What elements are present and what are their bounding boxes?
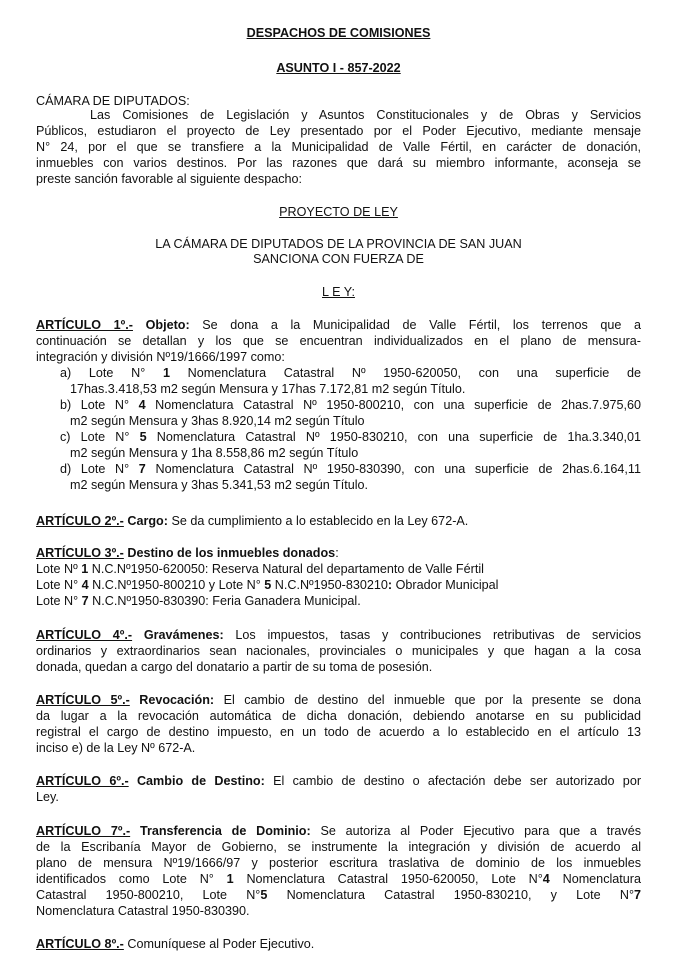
article-1-line: continuación se detallan y los que se encuentran individualizados en el plano de mensura- (36, 334, 641, 348)
intro-line: Las Comisiones de Legislación y Asuntos Constitucionales y de Obras y Servicios (90, 108, 641, 122)
article-5: ARTÍCULO 5º.- Revocación: El cambio de destino del inmueble que por la presente se dona (36, 693, 641, 707)
ley-heading: L E Y: (322, 285, 355, 299)
article-4-line: donada, quedan a cargo del donatario a partir de su toma de posesión. (36, 660, 433, 674)
article-5-line: registral el cargo de destino impuesto, en un todo de acuerdo a lo establecido en el artículo 13 (36, 725, 641, 739)
proyecto-line: LA CÁMARA DE DIPUTADOS DE LA PROVINCIA DE SAN JUAN (155, 237, 522, 251)
proyecto-line: SANCIONA CON FUERZA DE (253, 252, 424, 266)
lote-item-detail: m2 según Mensura y 3has 5.341,53 m2 según Título. (70, 478, 369, 492)
intro-line: Públicos, estudiaron el proyecto de Ley presentado por el Poder Ejecutivo, mediante mensaje (36, 124, 641, 138)
article-5-line: inciso e) de la Ley Nº 672-A. (36, 741, 196, 755)
article-7-line: Catastral 1950-800210, Lote N°5 Nomenclatura Catastral 1950-830210, y Lote N°7 (36, 888, 641, 902)
proyecto-heading: PROYECTO DE LEY (279, 205, 398, 219)
article-6-line: Ley. (36, 790, 59, 804)
article-6: ARTÍCULO 6º.- Cambio de Destino: El cambio de destino o afectación debe ser autorizado por (36, 774, 642, 788)
article-2: ARTÍCULO 2º.- Cargo: Se da cumplimiento a lo establecido en la Ley 672-A. (36, 514, 469, 528)
destino-line: Lote Nº 1 N.C.Nº1950-620050: Reserva Natural del departamento de Valle Fértil (36, 562, 484, 576)
article-7: ARTÍCULO 7º.- Transferencia de Dominio: Se autoriza al Poder Ejecutivo para que a través (36, 824, 642, 838)
lote-item: c) Lote N° 5 Nomenclatura Catastral Nº 1950-830210, con una superficie de 1ha.3.340,01 (60, 430, 641, 444)
document-title: DESPACHOS DE COMISIONES (246, 26, 431, 40)
lote-item-detail: m2 según Mensura y 3has 8.920,14 m2 según Título (70, 414, 365, 428)
lote-item: a) Lote N° 1 Nomenclatura Catastral Nº 1950-620050, con una superficie de (60, 366, 642, 380)
intro-line: preste sanción favorable al siguiente despacho: (36, 172, 303, 186)
intro-line: inmuebles con varios destinos. Por las razones que dará su miembro informante, aconseja se (36, 156, 641, 170)
article-3: ARTÍCULO 3º.- Destino de los inmuebles donados: (36, 546, 339, 560)
article-7-line: identificados como Lote N° 1 Nomenclatura Catastral 1950-620050, Lote N°4 Nomenclatura (36, 872, 641, 886)
article-7-line: Nomenclatura Catastral 1950-830390. (36, 904, 250, 918)
article-5-line: da lugar a la revocación automática de dicha donación, debiendo anotarse en su publicidad (36, 709, 641, 723)
chamber-salutation: CÁMARA DE DIPUTADOS: (36, 94, 190, 108)
article-7-line: de la Escribanía Mayor de Gobierno, se instrumente la integración y división de acuerdo al (36, 840, 641, 854)
article-4: ARTÍCULO 4º.- Gravámenes: Los impuestos, tasas y contribuciones retributivas de servicios (36, 628, 642, 642)
lote-item: d) Lote N° 7 Nomenclatura Catastral Nº 1950-830390, con una superficie de 2has.6.164,11 (60, 462, 641, 476)
lote-item-detail: 17has.3.418,53 m2 según Mensura y 17has 7.172,81 m2 según Título. (70, 382, 466, 396)
destino-line: Lote N° 4 N.C.Nº1950-800210 y Lote N° 5 N.C.Nº1950-830210: Obrador Municipal (36, 578, 499, 592)
lote-item-detail: m2 según Mensura y 1ha 8.558,86 m2 según Título (70, 446, 359, 460)
article-1: ARTÍCULO 1º.- Objeto: Se dona a la Municipalidad de Valle Fértil, los terrenos que a (36, 318, 642, 332)
article-1-line: integración y división Nº19/1666/1997 como: (36, 350, 285, 364)
lote-item: b) Lote N° 4 Nomenclatura Catastral Nº 1950-800210, con una superficie de 2has.7.975,60 (60, 398, 642, 412)
intro-line: N° 24, por el que se transfiere a la Municipalidad de Valle Fértil, en carácter de donación, (36, 140, 641, 154)
destino-line: Lote N° 7 N.C.Nº1950-830390: Feria Ganadera Municipal. (36, 594, 361, 608)
asunto-number: ASUNTO I - 857-2022 (276, 61, 401, 75)
article-8: ARTÍCULO 8º.- Comuníquese al Poder Ejecutivo. (36, 937, 315, 951)
article-4-line: ordinarios y extraordinarios sean nacionales, provinciales o municipales y que hagan a la cosa (36, 644, 641, 658)
article-7-line: plano de mensura Nº19/1666/97 y posterior escritura traslativa de dominio de los inmuebles (36, 856, 641, 870)
